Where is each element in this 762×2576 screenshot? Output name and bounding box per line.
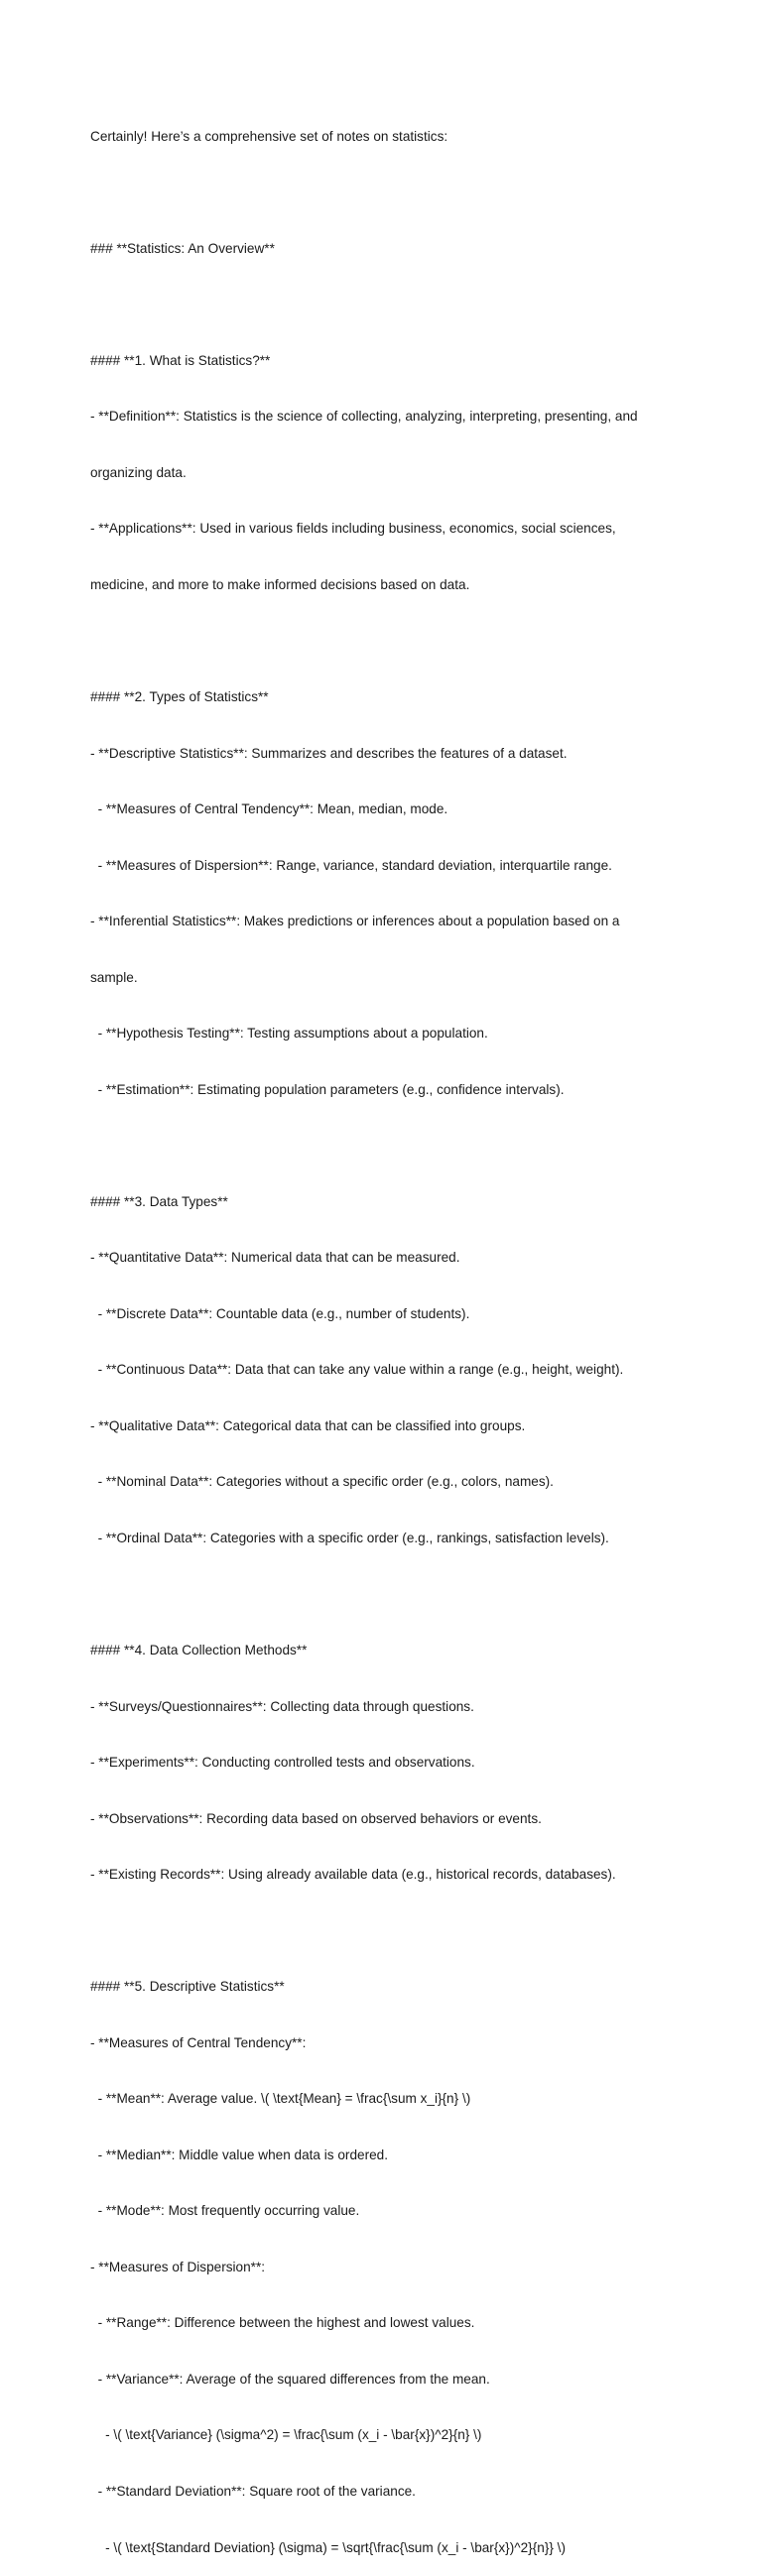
- text-line: - **Applications**: Used in various fields including business, economics, social sciences,: [90, 521, 616, 537]
- text-line: - **Continuous Data**: Data that can take any value within a range (e.g., height, weight).: [90, 1362, 624, 1378]
- section-heading: #### **4. Data Collection Methods**: [90, 1643, 308, 1658]
- intro-text: Certainly! Here’s a comprehensive set of notes on statistics:: [90, 128, 448, 144]
- document-body: [90, 90, 686, 2576]
- text-line: - **Nominal Data**: Categories without a specific order (e.g., colors, names).: [90, 1474, 554, 1490]
- text-line: - **Measures of Dispersion**: Range, variance, standard deviation, interquartile range.: [90, 857, 612, 873]
- text-line: - **Standard Deviation**: Square root of the variance.: [90, 2484, 416, 2499]
- text-line: - **Experiments**: Conducting controlled tests and observations.: [90, 1755, 475, 1771]
- document-title: ### **Statistics: An Overview**: [90, 240, 275, 256]
- text-line: - **Hypothesis Testing**: Testing assumptions about a population.: [90, 1026, 488, 1042]
- text-line: - **Qualitative Data**: Categorical data that can be classified into groups.: [90, 1417, 526, 1433]
- blank-line: [90, 1586, 686, 1605]
- text-line: medicine, and more to make informed decisions based on data.: [90, 576, 470, 592]
- text-line: - **Quantitative Data**: Numerical data that can be measured.: [90, 1250, 460, 1266]
- blank-line: [90, 1137, 686, 1156]
- text-line: - **Mode**: Most frequently occurring value.: [90, 2203, 360, 2219]
- text-line: - **Definition**: Statistics is the science of collecting, analyzing, interpreting, presenting, and: [90, 409, 638, 425]
- blank-line: [90, 632, 686, 651]
- text-line: - **Measures of Dispersion**:: [90, 2259, 266, 2274]
- text-line: - **Median**: Middle value when data is ordered.: [90, 2147, 388, 2162]
- text-line: - **Mean**: Average value. \( \text{Mean} = \frac{\sum x_i}{n} \): [90, 2091, 471, 2107]
- formula-line: - \( \text{Standard Deviation} (\sigma) = \sqrt{\frac{\sum (x_i - \bar{x})^2}{n}} \): [90, 2539, 566, 2555]
- text-line: sample.: [90, 969, 138, 985]
- text-line: - **Surveys/Questionnaires**: Collecting data through questions.: [90, 1698, 474, 1714]
- blank-line: [90, 1922, 686, 1941]
- section-heading: #### **5. Descriptive Statistics**: [90, 1979, 285, 1995]
- text-line: - **Variance**: Average of the squared differences from the mean.: [90, 2371, 490, 2387]
- text-line: - **Range**: Difference between the highest and lowest values.: [90, 2315, 475, 2331]
- text-line: - **Measures of Central Tendency**: Mean, median, mode.: [90, 801, 448, 817]
- text-line: - **Descriptive Statistics**: Summarizes and describes the features of a dataset.: [90, 745, 568, 761]
- blank-line: [90, 296, 686, 314]
- text-line: - **Existing Records**: Using already available data (e.g., historical records, databases).: [90, 1867, 616, 1883]
- section-heading: #### **2. Types of Statistics**: [90, 689, 269, 704]
- text-line: - **Inferential Statistics**: Makes predictions or inferences about a population based on a: [90, 914, 620, 929]
- text-line: - **Measures of Central Tendency**:: [90, 2034, 307, 2050]
- text-line: - **Discrete Data**: Countable data (e.g., number of students).: [90, 1305, 470, 1321]
- section-heading: #### **3. Data Types**: [90, 1193, 228, 1209]
- text-line: - **Estimation**: Estimating population parameters (e.g., confidence intervals).: [90, 1081, 565, 1097]
- text-line: - **Observations**: Recording data based on observed behaviors or events.: [90, 1810, 542, 1826]
- blank-line: [90, 184, 686, 202]
- text-line: - **Ordinal Data**: Categories with a specific order (e.g., rankings, satisfaction levels).: [90, 1530, 609, 1545]
- text-line: organizing data.: [90, 464, 187, 480]
- section-heading: #### **1. What is Statistics?**: [90, 352, 271, 368]
- formula-line: - \( \text{Variance} (\sigma^2) = \frac{\sum (x_i - \bar{x})^2}{n} \): [90, 2427, 482, 2443]
